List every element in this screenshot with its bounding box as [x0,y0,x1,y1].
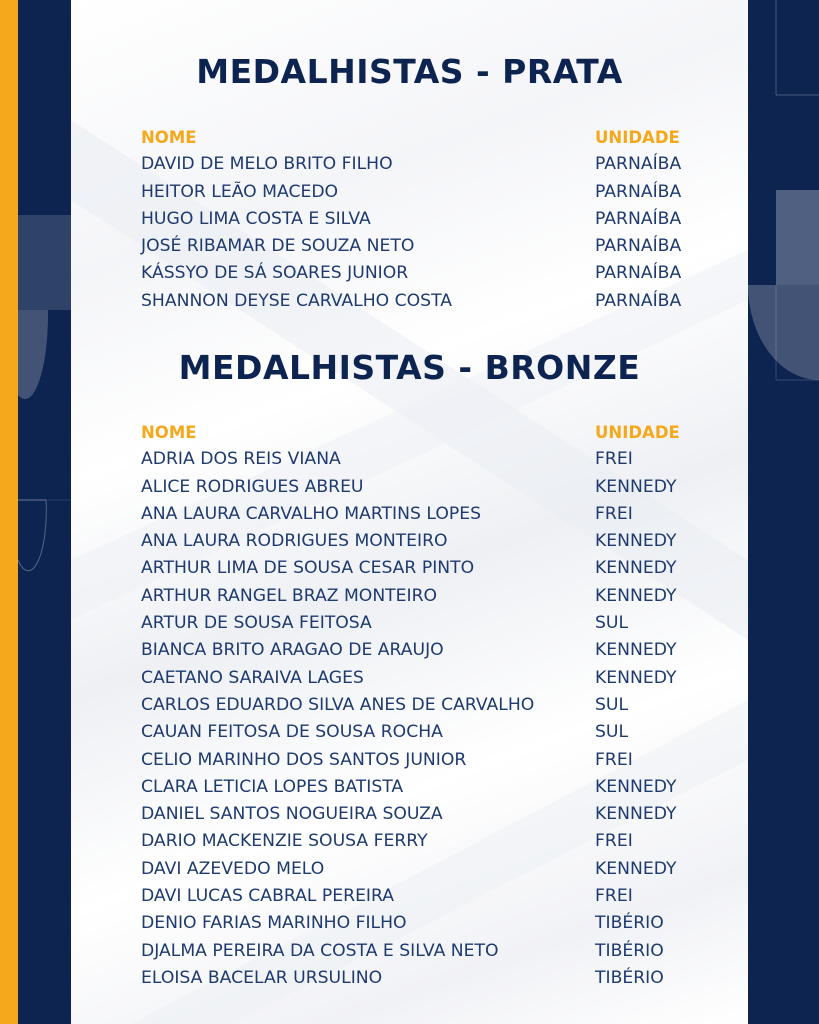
table-row [141,474,701,501]
medalist-name: DJALMA PEREIRA DA COSTA E SILVA NETO [141,940,499,961]
medalist-unit: PARNAÍBA [595,154,682,175]
table-row [141,555,701,582]
medalist-unit: KENNEDY [595,858,677,879]
medalist-unit: KENNEDY [595,776,677,797]
silver-table-header [141,124,701,151]
medalist-name: CARLOS EDUARDO SILVA ANES DE CARVALHO [141,694,535,715]
medalist-unit: PARNAÍBA [595,290,682,311]
table-row [141,206,701,233]
medalist-unit: FREI [595,831,633,852]
medalist-name: SHANNON DEYSE CARVALHO COSTA [141,290,453,311]
table-row [141,965,701,992]
unit-column-header: UNIDADE [595,128,680,147]
medalist-unit: PARNAÍBA [595,236,682,257]
table-row [141,501,701,528]
table-row [141,774,701,801]
medalist-unit: PARNAÍBA [595,263,682,284]
medalist-unit: SUL [595,613,629,634]
table-row [141,233,701,260]
medalist-name: BIANCA BRITO ARAGAO DE ARAUJO [141,640,444,661]
medalist-unit: TIBÉRIO [595,913,664,934]
medalist-name: DANIEL SANTOS NOGUEIRA SOUZA [141,804,443,825]
medalist-name: CAETANO SARAIVA LAGES [141,667,364,688]
medalist-name: KÁSSYO DE SÁ SOARES JUNIOR [141,263,409,284]
medalist-name: ARTUR DE SOUSA FEITOSA [141,613,372,634]
medalist-unit: PARNAÍBA [595,181,682,202]
orange-side-stripe [0,0,18,1024]
table-row [141,938,701,965]
name-column-header: NOME [141,128,197,147]
medalist-name: ARTHUR RANGEL BRAZ MONTEIRO [141,585,438,606]
medalists-card [71,0,748,1024]
silver-section-title: MEDALHISTAS - PRATA [196,52,623,91]
medalist-name: CLARA LETICIA LOPES BATISTA [141,776,404,797]
medalist-unit: FREI [595,449,633,470]
table-row [141,260,701,287]
bronze-section-title: MEDALHISTAS - BRONZE [178,348,641,387]
medalist-unit: FREI [595,503,633,524]
table-row [141,610,701,637]
medalist-name: ANA LAURA CARVALHO MARTINS LOPES [141,503,481,524]
table-row [141,747,701,774]
table-row [141,883,701,910]
medalist-name: DAVI AZEVEDO MELO [141,858,325,879]
medalist-name: ELOISA BACELAR URSULINO [141,967,383,988]
medalist-unit: KENNEDY [595,585,677,606]
table-row [141,856,701,883]
medalist-name: JOSÉ RIBAMAR DE SOUZA NETO [141,236,415,257]
medalist-unit: KENNEDY [595,531,677,552]
right-decorative-panel [748,0,819,1024]
medalist-unit: KENNEDY [595,640,677,661]
medalist-unit: KENNEDY [595,476,677,497]
unit-column-header: UNIDADE [595,423,680,442]
medalist-unit: SUL [595,694,629,715]
medalist-name: DAVI LUCAS CABRAL PEREIRA [141,886,395,907]
medalist-unit: PARNAÍBA [595,208,682,229]
right-decorative-shapes [748,0,819,1024]
bronze-table-header [141,419,701,446]
table-row [141,801,701,828]
medalist-unit: FREI [595,749,633,770]
table-row [141,288,701,315]
left-decorative-shapes [18,0,71,1024]
medalist-name: HUGO LIMA COSTA E SILVA [141,208,371,229]
medalist-unit: TIBÉRIO [595,967,664,988]
medalist-name: HEITOR LEÃO MACEDO [141,181,339,202]
medalist-unit: KENNEDY [595,667,677,688]
table-row [141,665,701,692]
medalist-name: CELIO MARINHO DOS SANTOS JUNIOR [141,749,467,770]
table-row [141,910,701,937]
medalist-unit: TIBÉRIO [595,940,664,961]
bronze-medalists-table [141,419,701,992]
medalist-unit: SUL [595,722,629,743]
medalist-name: ANA LAURA RODRIGUES MONTEIRO [141,531,448,552]
silver-medalists-table [141,124,701,315]
table-row [141,828,701,855]
name-column-header: NOME [141,423,197,442]
medalist-unit: KENNEDY [595,558,677,579]
table-row [141,446,701,473]
table-row [141,151,701,178]
medalist-name: DAVID DE MELO BRITO FILHO [141,154,393,175]
medalist-unit: FREI [595,886,633,907]
medalist-name: DARIO MACKENZIE SOUSA FERRY [141,831,428,852]
medalist-name: ARTHUR LIMA DE SOUSA CESAR PINTO [141,558,475,579]
table-row [141,528,701,555]
table-row [141,583,701,610]
medalist-name: CAUAN FEITOSA DE SOUSA ROCHA [141,722,443,743]
table-row [141,692,701,719]
medalist-unit: KENNEDY [595,804,677,825]
medalist-name: ALICE RODRIGUES ABREU [141,476,364,497]
table-row [141,719,701,746]
medalist-name: DENIO FARIAS MARINHO FILHO [141,913,407,934]
table-row [141,637,701,664]
medalist-name: ADRIA DOS REIS VIANA [141,449,341,470]
table-row [141,179,701,206]
left-decorative-panel [18,0,71,1024]
